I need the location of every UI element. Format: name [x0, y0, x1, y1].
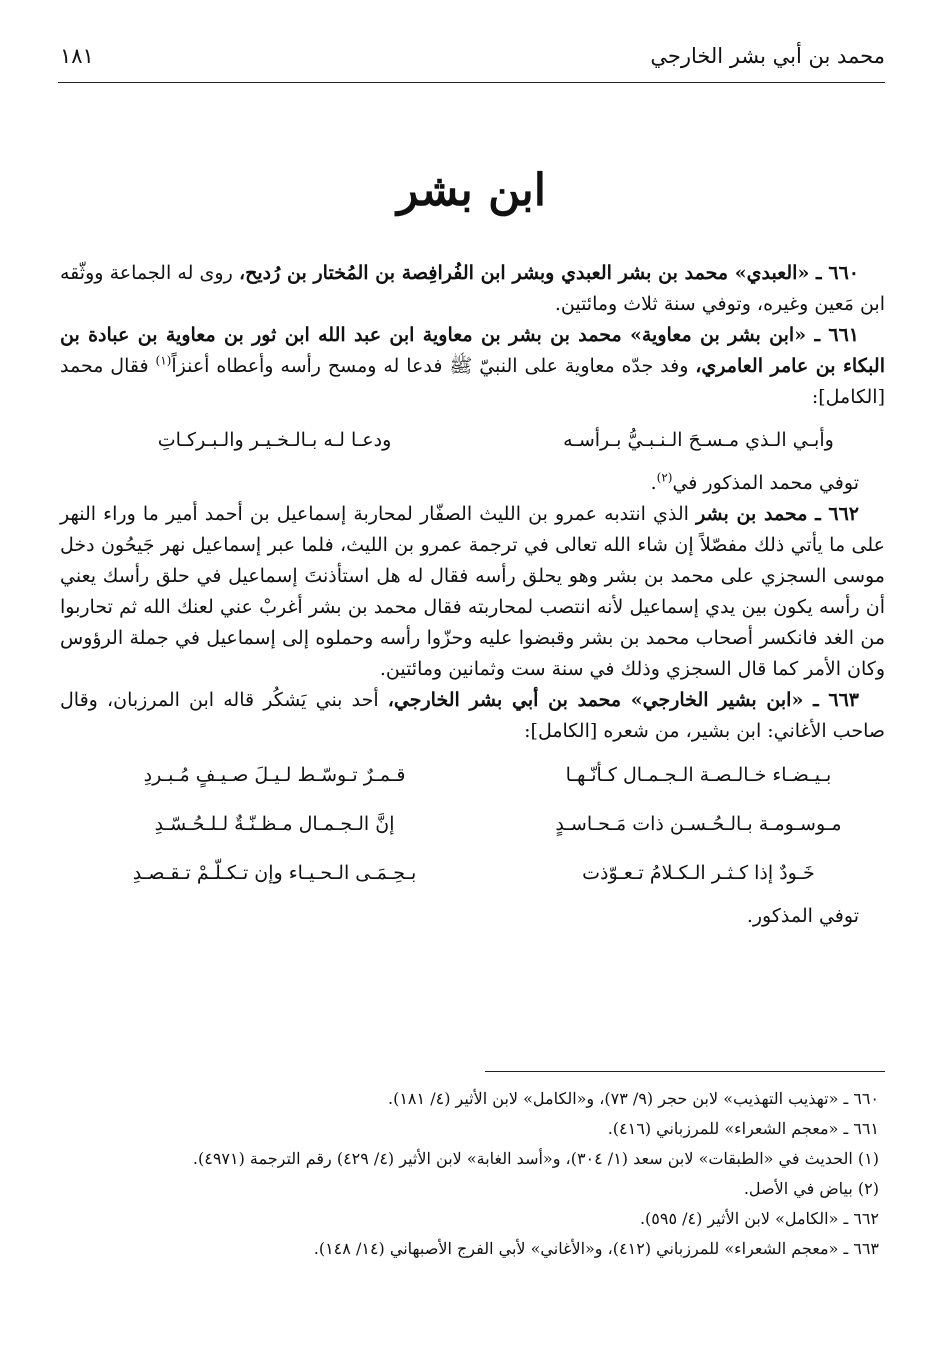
footnote: ٦٦٠ ـ «تهذيب التهذيب» لابن حجر (٩/ ٧٣)، و«الكامل» لابن الأثير (٤/ ١٨١). [388, 1089, 879, 1108]
footnote: ٦٦٣ ـ «معجم الشعراء» للمرزباني (٤١٢)، و«الأغاني» لأبي الفرج الأصبهاني (١٤/ ١٤٨). [313, 1239, 879, 1258]
page-number: ١٨١ [60, 44, 94, 68]
footnote-marker-2: (٢) [656, 470, 673, 485]
verse-first-hemistich: بـيـضـاء خـالـصـة الـجـمـال كـأنّـهـا [565, 764, 832, 786]
entry-660 [60, 258, 885, 320]
verse-line [94, 425, 879, 456]
footnote: (٢) بياض في الأصل. [743, 1179, 879, 1198]
entry-662-heading: ٦٦٢ ـ محمد بن بشر [696, 503, 859, 525]
footnote: ٦٦١ ـ «معجم الشعراء» للمرزباني (٤١٦). [607, 1119, 879, 1138]
death-note-text: توفي محمد المذكور في [672, 472, 859, 494]
entry-661-text-a: وفد جدّه معاوية على النبيّ ﷺ فدعا له ومسح رأسه وأعطاه أعنزاً [171, 355, 696, 377]
entry-661-death-note [60, 468, 885, 499]
verse-first-hemistich: وأبـي الـذي مـسـحَ الـنـبـيُّ بـرأسـه [563, 429, 834, 451]
header-rule [58, 82, 885, 83]
entry-661 [60, 320, 885, 413]
death-note-end: . [650, 472, 657, 494]
footnote-rule [485, 1071, 885, 1072]
verse-second-hemistich: قـمـرٌ تـوسّـط لـيـلَ صـيـفٍ مُـبـردِ [143, 764, 406, 786]
entry-663-death-note: توفي المذكور. [746, 905, 859, 927]
entry-661-text-b: فقال محمد [الكامل]: [60, 355, 885, 408]
verse-line [94, 803, 879, 845]
verse-second-hemistich: ودعـا لـه بـالـخـيـر والـبـركـاتِ [157, 429, 392, 451]
footnote-marker-1: (١) [155, 353, 172, 368]
verse-second-hemistich: إنَّ الـجـمـال مـظـنّـةٌ لـلـحُـسّـدِ [154, 813, 395, 835]
entry-662-text: الذي انتدبه عمرو بن الليث الصفّار لمحاربة إسماعيل بن أحمد أمير ما وراء النهر على ما يأتي ذلك مفصّلاً إن شاء الله تعالى في ترجمة عمرو بن الليث، فلما عبر إسماعيل نهر جَيحُون دخل موسى السجزي على محمد بن بشر وهو يحلق رأسه فقال له هل استأذنتَ إسماعيل في حلق رأسك يعني أن رأسه يكون بين يدي إسماعيل لأنه انتصب لمحاربته فقال محمد بن بشر أغربْ عني لعنك الله ثم تحاربوا من الغد فانكسر أصحاب محمد بن بشر وقبضوا عليه وحزّوا رأسه وحملوه إلى إسماعيل في جملة الرؤوس وكان الأمر كما قال السجزي وذلك في سنة ست وثمانين ومائتين. [60, 503, 885, 680]
entry-660-heading: ٦٦٠ ـ «العبدي» محمد بن بشر العبدي وبشر ابن الفُرافِصة بن المُختار بن رُديح، [238, 262, 859, 284]
footnote: (١) الحديث في «الطبقات» لابن سعد (١/ ٣٠٤)، و«أسد الغابة» لابن الأثير (٤/ ٤٢٩) رقم الترجمة (٤٩٧١). [192, 1149, 879, 1168]
entry-663-text: أحد بني يَشكُر قاله ابن المرزبان، وقال صاحب الأغاني: ابن بشير، من شعره [الكامل]: [60, 689, 885, 742]
footnote: ٦٦٢ ـ «الكامل» لابن الأثير (٤/ ٥٩٥). [639, 1209, 879, 1228]
entry-662 [60, 499, 885, 685]
entry-661-heading: ٦٦١ ـ «ابن بشر بن معاوية» محمد بن بشر بن معاوية ابن عبد الله ابن ثور بن معاوية بن عبادة بن البكاء بن عامر العامري، [60, 324, 885, 377]
body-text [60, 258, 885, 932]
running-title: محمد بن أبي بشر الخارجي [650, 44, 885, 68]
verse-first-hemistich: مـوسـومـة بـالـحُـسـن ذات مَـحـاسـدٍ [555, 813, 842, 835]
footnotes [60, 1084, 879, 1264]
entry-663-heading: ٦٦٣ ـ «ابن بشير الخارجي» محمد بن أبي بشر الخارجي، [387, 689, 860, 711]
verse-second-hemistich: بـحِـمَـى الـحـيـاء وإن تـكـلّـمْ تـقـصـدِ [132, 862, 417, 884]
entry-663 [60, 685, 885, 747]
poem [60, 754, 885, 894]
running-header [60, 36, 885, 76]
entry-660-text: روى له الجماعة ووثّقه ابن مَعين وغيره، وتوفي سنة ثلاث ومائتين. [60, 262, 885, 315]
verse-line [94, 754, 879, 796]
verse-line [94, 852, 879, 894]
verse-first-hemistich: خَـودٌ إذا كـثـر الـكـلامُ تـعـوّذت [582, 862, 815, 884]
section-title: ابن بشر [396, 165, 547, 216]
